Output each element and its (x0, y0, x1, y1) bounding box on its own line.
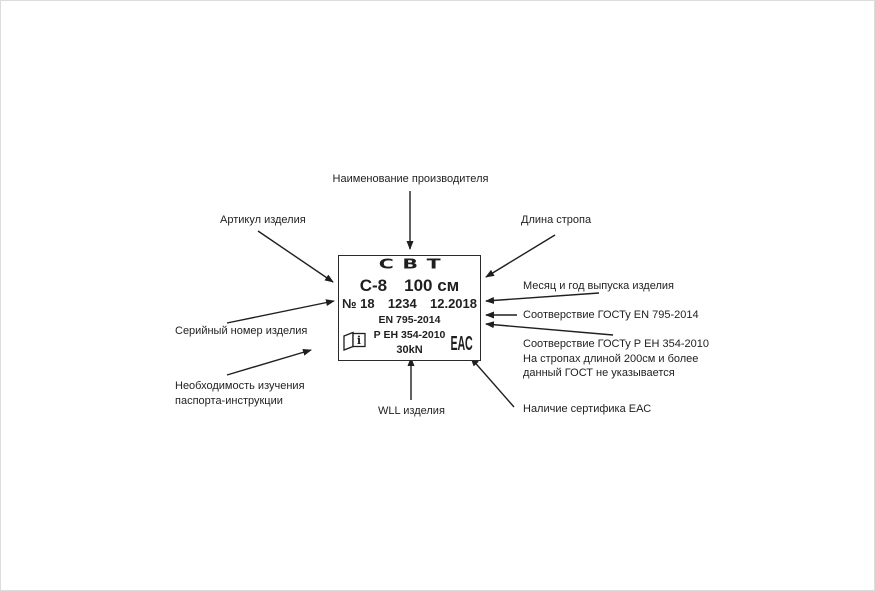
annotation-manual (175, 379, 305, 408)
read-manual-book-icon (341, 330, 368, 351)
serial-number-value: 1234 (387, 296, 417, 311)
annotation-manual-line1: Необходимость изучения (175, 380, 305, 392)
info-letter: i (356, 334, 362, 347)
annotation-article: Артикул изделия (220, 214, 306, 226)
annotation-gost-r-en354 (523, 337, 709, 381)
length-value: 100 см (404, 276, 460, 295)
wll-value: 30kN (396, 344, 423, 356)
model-length-row (339, 277, 480, 294)
standard-en: EN 795-2014 (378, 314, 441, 326)
standard-r-en: Р ЕН 354-2010 (373, 329, 446, 341)
serial-no-sign: № 18 (342, 296, 375, 311)
arrow-manual (227, 350, 311, 375)
product-label-plate (338, 255, 481, 361)
annotation-eac-cert: Наличие сертифика ЕАС (523, 403, 652, 415)
manufacture-date: 12.2018 (430, 296, 477, 311)
annotation-producer-name: Наименование производителя (332, 173, 489, 185)
arrow-gost-r-en354 (486, 324, 613, 335)
annotation-gost-r-en354-line2: На стропах длиной 200см и более (523, 352, 699, 365)
arrow-serial-number (227, 301, 334, 323)
annotation-serial-number: Серийный номер изделия (175, 325, 308, 337)
arrow-sling-length (486, 235, 555, 277)
arrow-eac-cert (471, 358, 514, 407)
annotation-gost-r-en354-line3: данный ГОСТ не указывается (523, 367, 675, 380)
annotation-sling-length: Длина стропа (521, 214, 592, 226)
annotation-month-year: Месяц и год выпуска изделия (523, 280, 674, 292)
serial-date-row (339, 297, 480, 311)
arrow-article (258, 231, 333, 282)
arrow-month-year (486, 293, 599, 301)
eac-mark: ЕАС (450, 331, 473, 355)
annotation-manual-line2: паспорта-инструкции (175, 394, 283, 407)
annotation-gost-r-en354-line1: Соотверствие ГОСТу Р ЕН 354-2010 (523, 338, 709, 350)
model-code: С-8 (359, 276, 388, 295)
brand-logo-text: СВТ (378, 256, 450, 273)
brand-logo (339, 256, 480, 275)
annotation-wll: WLL изделия (378, 405, 445, 417)
annotation-gost-en795: Соотверствие ГОСТу EN 795-2014 (523, 309, 699, 321)
